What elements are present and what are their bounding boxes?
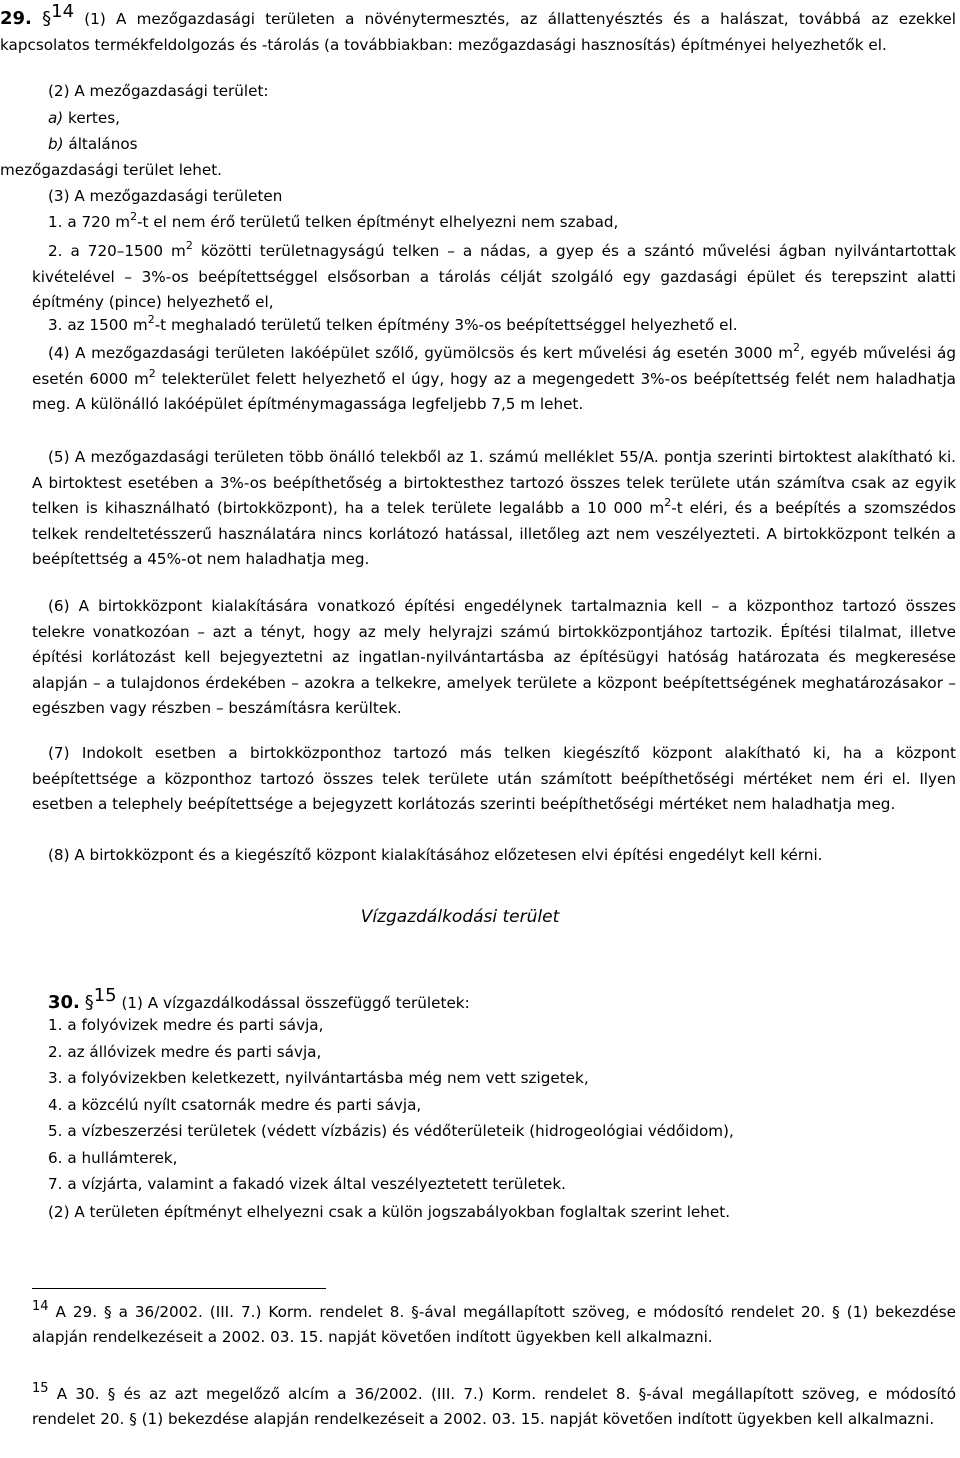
- art29-p3-item-1: 1. a 720 $m^2-t$ el nem érő területű telken építményt elhelyezni nem szabad,: [48, 210, 619, 231]
- item-a-mark: a): [48, 109, 64, 127]
- art29-p3-item-3: 3. az 1500 $m^2-t$ meghaladó területű telken építmény 3%-os beépítettséggel helyezhető el.: [48, 313, 738, 334]
- item-a-text: kertes,: [63, 109, 120, 127]
- art30-number: 30.: [48, 992, 80, 1013]
- art30-list: [48, 1013, 734, 1199]
- art29-paragraph-4: (4) A mezőgazdasági területen lakóépület szőlő, gyümölcsös és kert művelési ág esetén 3000 $m^2$, egyéb művelési ág esetén 6000 $m^2$ telekterület felett helyezhető el úgy, hogy az a megengedett 3%-os beépítettség felét nem haladhatja meg. A különálló lakóépület építménymagassága legfeljebb 7,5 m lehet.: [32, 341, 956, 413]
- list-item: 7. a vízjárta, valamint a fakadó vizek által veszélyeztetett területek.: [48, 1175, 566, 1193]
- art29-paragraph-5: (5) A mezőgazdasági területen több önálló telekből az 1. számú melléklet 55/A. pontja szerinti birtoktest alakítható ki. A birtoktest esetében a 3%-os beépíthetőség a birtoktesthez tartozó összes telek területe után számítva csak az egyik telken is kihasználható (birtokközpont), ha a telek területe legalább a 10 000 $m^2-t$ eléri, és a beépítés a szomszédos telkek rendeltetésszerű használatára nincs korlátozó hatással, illetőleg azt nem veszélyezteti. A birtokközpont telkén a beépítettség a 45%-ot nem haladhatja meg.: [32, 448, 956, 568]
- footnote-14-number: 14: [32, 1299, 49, 1314]
- art29-number: 29.: [0, 8, 32, 29]
- item-b-mark: b): [48, 135, 64, 153]
- art30-paragraph-2: (2) A területen építményt elhelyezni csak a külön jogszabályokban foglaltak szerint lehet.: [48, 1203, 731, 1221]
- art29-p2-tail: mezőgazdasági terület lehet.: [0, 161, 223, 179]
- footnote-separator: [32, 1288, 326, 1289]
- art29-paragraph-1: [0, 2, 956, 58]
- section-heading: Vízgazdálkodási terület: [360, 907, 560, 927]
- footnote-14: $^{14}$ A 29. § a 36/2002. (III. 7.) Korm. rendelet 8. §-ával megállapított szöveg, e módosító rendelet 20. § (1) bekezdése alapján rendelkezéseit a 2002. 03. 15. napját követően indított ügyekben kell alkalmazni.: [32, 1299, 956, 1346]
- footnote-15: $^{15}$ A 30. § és az azt megelőző alcím a 36/2002. (III. 7.) Korm. rendelet 8. §-ával megállapított szöveg, e módosító rendelet 20. § (1) bekezdése alapján rendelkezéseit a 2002. 03. 15. napját követően indított ügyekben kell alkalmazni.: [32, 1381, 956, 1428]
- art29-paragraph-7: (7) Indokolt esetben a birtokközponthoz tartozó más telken kiegészítő központ alakítható ki, ha a központ beépítettsége a központhoz tartozó összes telek területe után számított beépíthetőségi mértéket nem éri el. Ilyen esetben a telephely beépítettsége a bejegyzett korlátozás szerinti beépíthetőségi mértéket nem haladhatja meg.: [32, 744, 956, 813]
- art29-paragraph-8: (8) A birtokközpont és a kiegészítő központ kialakításához előzetesen elvi építési engedélyt kell kérni.: [48, 846, 823, 864]
- list-item: 1. a folyóvizek medre és parti sávja,: [48, 1016, 324, 1034]
- art29-p3-item-2: 2. a 720–1500 $m^2$ közötti területnagyságú telken – a nádas, a gyep és a szántó művelési ágban nyilvántartottak kivételével – 3%-os beépítettséggel elsősorban a tárolás célját szolgáló egy gazdasági épület és terepszint alatti építmény (pince) helyezhető el,: [32, 239, 956, 311]
- art29-paragraph-3: (3) A mezőgazdasági területen: [48, 187, 283, 205]
- list-item: 4. a közcélú nyílt csatornák medre és parti sávja,: [48, 1095, 422, 1114]
- footnote-15-number: 15: [32, 1381, 49, 1396]
- art29-paragraph-6: (6) A birtokközpont kialakítására vonatkozó építési engedélynek tartalmaznia kell – a központhoz tartozó összes telekre vonatkozóan – azt a tényt, hogy az mely helyrajzi számú birtokközpontjához tartozik. Építési tilalmat, illetve építési korlátozást kell bejegyeztetni az ingatlan-nyilvántartásba az építésügyi hatóság határozata és megkeresése alapján – a tulajdonos érdekében – azokra a telkekre, amelyek területe a központ beépítettségének meghatározásakor – egészben vagy részben – beszámításra kerültek.: [32, 597, 956, 717]
- art30-paragraph-1: [48, 986, 948, 1017]
- list-item: 2. az állóvizek medre és parti sávja,: [48, 1042, 322, 1061]
- list-item: 3. a folyóvizekben keletkezett, nyilvántartásba még nem vett szigetek,: [48, 1069, 589, 1087]
- list-item: 5. a vízbeszerzési területek (védett vízbázis) és védőterületeik (hidrogeológiai védőidom),: [48, 1122, 734, 1140]
- art29-p1-text: (1) A mezőgazdasági területen a növénytermesztés, az állattenyésztés és a halászat, továbbá az ezekkel kapcsolatos termékfeldolgozás és -tárolás (a továbbiakban: mezőgazdasági hasznosítás) építményei helyezhetők el.: [0, 10, 956, 54]
- art29-item-a: [48, 106, 120, 132]
- item-b-text: általános: [63, 135, 138, 153]
- list-item: 6. a hullámterek,: [48, 1148, 178, 1167]
- art29-paragraph-2: (2) A mezőgazdasági terület:: [48, 82, 269, 100]
- section-sign: §: [42, 8, 52, 29]
- section-sign: §: [84, 992, 94, 1013]
- art30-p1-text: (1) A vízgazdálkodással összefüggő területek:: [116, 994, 470, 1012]
- footnote-ref-14[interactable]: 14: [51, 1, 75, 22]
- footnote-ref-15[interactable]: 15: [93, 985, 117, 1006]
- art29-item-b: [48, 132, 138, 158]
